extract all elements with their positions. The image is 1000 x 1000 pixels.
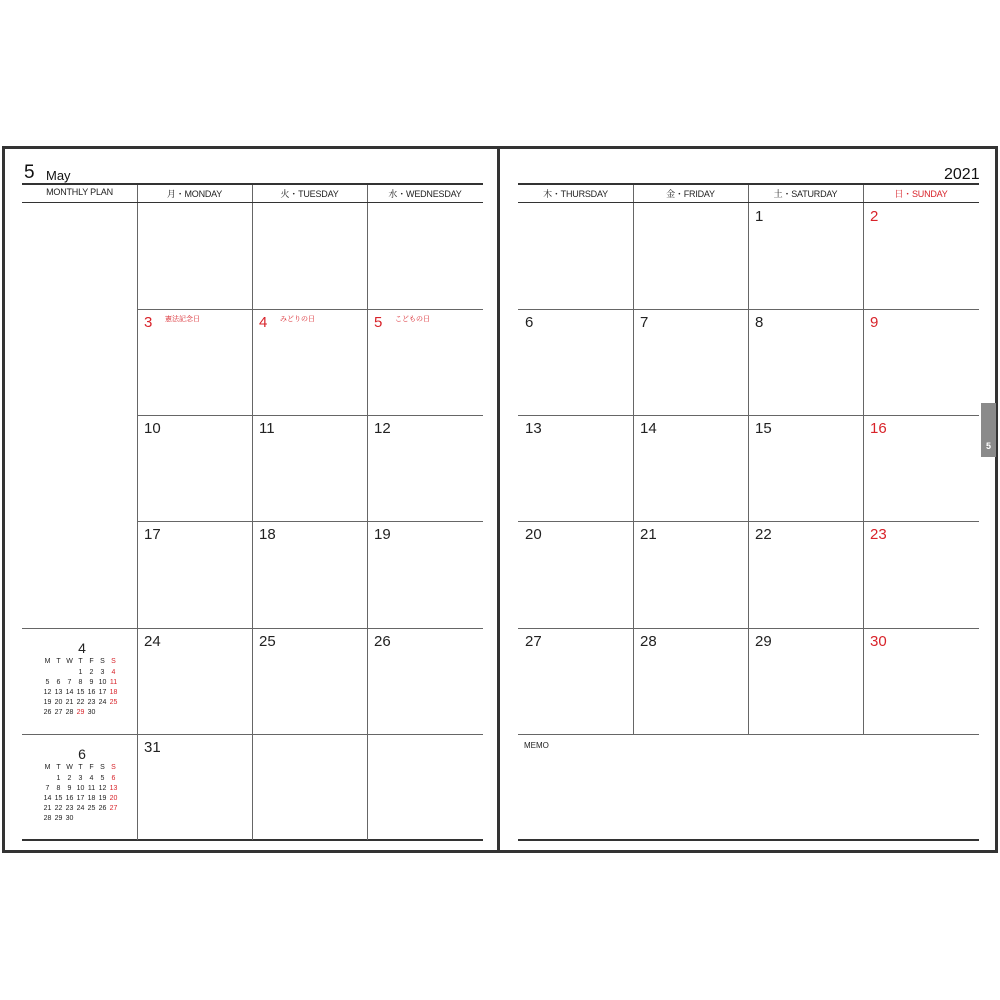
grid-hline-right-1 [518, 415, 979, 416]
grid-hline-left-day-1 [137, 415, 483, 416]
grid-vline-right-0 [633, 203, 634, 734]
mini-calendar-date: 23 [65, 805, 74, 812]
mini-calendar-date: 18 [109, 689, 118, 696]
day-number-30[interactable]: 30 [870, 633, 887, 650]
mini-calendar-date: 3 [100, 669, 105, 676]
day-number-16[interactable]: 16 [870, 420, 887, 437]
mini-calendar-date: 15 [76, 689, 85, 696]
mini-calendar-weekday: S [100, 764, 105, 771]
holiday-name-3: 憲法記念日 [165, 316, 200, 323]
mini-calendar-date: 28 [65, 709, 74, 716]
mini-calendar-weekday: S [111, 658, 116, 665]
mini-calendar-date: 19 [98, 795, 107, 802]
mini-calendar-date: 9 [89, 679, 94, 686]
column-header-right-2: 土・SATURDAY [773, 189, 838, 199]
mini-calendar-date: 24 [76, 805, 85, 812]
grid-hline-right-2 [518, 521, 979, 522]
column-header-left-2: 火・TUESDAY [280, 189, 339, 199]
day-number-22[interactable]: 22 [755, 526, 772, 543]
year-label: 2021 [944, 166, 980, 183]
mini-calendar-date: 7 [67, 679, 72, 686]
day-number-4[interactable]: 4 [259, 314, 268, 331]
day-number-19[interactable]: 19 [374, 526, 391, 543]
mini-calendar-weekday: W [66, 764, 73, 771]
mini-calendar-date: 26 [98, 805, 107, 812]
day-number-9[interactable]: 9 [870, 314, 879, 331]
mini-calendar-date: 19 [43, 699, 52, 706]
mini-calendar-date: 22 [76, 699, 85, 706]
mini-calendar-date: 18 [87, 795, 96, 802]
mini-calendar-date: 29 [54, 815, 63, 822]
mini-calendar-date: 10 [76, 785, 85, 792]
mini-calendar-date: 8 [78, 679, 83, 686]
colhead-divider-left-1 [252, 185, 253, 202]
mini-calendar-weekday: T [78, 764, 83, 771]
grid-hline-right-3 [518, 628, 979, 629]
mini-calendar-date: 30 [65, 815, 74, 822]
column-header-left-0: MONTHLY PLAN [46, 187, 113, 197]
mini-calendar-date: 6 [111, 775, 116, 782]
day-number-25[interactable]: 25 [259, 633, 276, 650]
day-number-11[interactable]: 11 [259, 420, 275, 437]
day-number-20[interactable]: 20 [525, 526, 542, 543]
mini-calendar-date: 7 [45, 785, 50, 792]
day-number-14[interactable]: 14 [640, 420, 657, 437]
mini-calendar-date: 1 [56, 775, 61, 782]
mini-calendar-date: 2 [67, 775, 72, 782]
mini-calendar-date: 11 [109, 679, 118, 686]
day-number-10[interactable]: 10 [144, 420, 161, 437]
grid-hline-left-plan-1 [22, 734, 137, 735]
grid-hline-left-day-4 [137, 734, 483, 735]
holiday-name-4: みどりの日 [280, 316, 315, 323]
mini-calendar-weekday: S [111, 764, 116, 771]
mini-calendar-date: 25 [109, 699, 118, 706]
day-number-21[interactable]: 21 [640, 526, 657, 543]
mini-calendar-date: 10 [98, 679, 107, 686]
column-header-left-1: 月・MONDAY [166, 189, 223, 199]
mini-calendar-date: 29 [76, 709, 85, 716]
mini-calendar-date: 15 [54, 795, 63, 802]
grid-hline-left-day-0 [137, 309, 483, 310]
mini-calendar-date: 11 [87, 785, 96, 792]
colhead-divider-right-0 [633, 185, 634, 202]
day-number-12[interactable]: 12 [374, 420, 391, 437]
bottom-rule-right [518, 839, 979, 841]
mini-calendar-date: 16 [65, 795, 74, 802]
day-number-1[interactable]: 1 [755, 208, 764, 225]
mini-calendar-date: 24 [98, 699, 107, 706]
grid-vline-right-2 [863, 203, 864, 734]
day-number-31[interactable]: 31 [144, 739, 161, 756]
day-number-24[interactable]: 24 [144, 633, 161, 650]
month-number: 5 [24, 162, 35, 183]
mini-calendar-weekday: F [89, 658, 94, 665]
day-number-17[interactable]: 17 [144, 526, 161, 543]
mini-calendar-date: 9 [67, 785, 72, 792]
mini-calendar-date: 14 [65, 689, 74, 696]
planner-spine [497, 146, 500, 853]
mini-calendar-date: 12 [43, 689, 52, 696]
day-number-8[interactable]: 8 [755, 314, 764, 331]
day-number-6[interactable]: 6 [525, 314, 534, 331]
day-number-5[interactable]: 5 [374, 314, 383, 331]
month-index-tab-label: 5 [985, 441, 991, 451]
column-header-left-3: 水・WEDNESDAY [388, 189, 462, 199]
day-number-26[interactable]: 26 [374, 633, 391, 650]
mini-calendar-date: 5 [45, 679, 50, 686]
mini-calendar-date: 26 [43, 709, 52, 716]
mini-calendar-weekday: T [78, 658, 83, 665]
mini-calendar-date: 3 [78, 775, 83, 782]
month-name: May [46, 168, 71, 183]
mini-calendar-date: 22 [54, 805, 63, 812]
grid-vline-right-1 [748, 203, 749, 734]
mini-calendar-date: 27 [109, 805, 118, 812]
day-number-18[interactable]: 18 [259, 526, 276, 543]
mini-calendar-date: 25 [87, 805, 96, 812]
mini-calendar-date: 14 [43, 795, 52, 802]
day-number-2[interactable]: 2 [870, 208, 879, 225]
column-header-right-1: 金・FRIDAY [666, 189, 715, 199]
mini-calendar-date: 13 [109, 785, 118, 792]
mini-calendar-date: 8 [56, 785, 61, 792]
day-number-15[interactable]: 15 [755, 420, 772, 437]
colhead-divider-right-2 [863, 185, 864, 202]
day-number-29[interactable]: 29 [755, 633, 772, 650]
mini-calendar-date: 21 [43, 805, 52, 812]
day-number-3[interactable]: 3 [144, 314, 153, 331]
mini-calendar-date: 16 [87, 689, 96, 696]
day-number-28[interactable]: 28 [640, 633, 657, 650]
grid-hline-left-day-3 [137, 628, 483, 629]
day-number-23[interactable]: 23 [870, 526, 887, 543]
mini-calendar-title-6: 6 [78, 746, 86, 762]
column-header-right-0: 木・THURSDAY [543, 189, 608, 199]
mini-calendar-weekday: F [89, 764, 94, 771]
mini-calendar-date: 17 [76, 795, 85, 802]
holiday-name-5: こどもの日 [395, 316, 430, 323]
mini-calendar-date: 4 [89, 775, 94, 782]
day-number-27[interactable]: 27 [525, 633, 542, 650]
mini-calendar-weekday: M [44, 764, 51, 771]
mini-calendar-date: 27 [54, 709, 63, 716]
mini-calendar-date: 23 [87, 699, 96, 706]
day-number-7[interactable]: 7 [640, 314, 649, 331]
mini-calendar-date: 17 [98, 689, 107, 696]
colhead-divider-right-1 [748, 185, 749, 202]
mini-calendar-weekday: S [100, 658, 105, 665]
mini-calendar-weekday: T [56, 764, 61, 771]
grid-hline-right-0 [518, 309, 979, 310]
colhead-divider-left-0 [137, 185, 138, 202]
day-number-13[interactable]: 13 [525, 420, 542, 437]
memo-label: MEMO [524, 741, 549, 750]
grid-hline-left-day-2 [137, 521, 483, 522]
colhead-divider-left-2 [367, 185, 368, 202]
grid-hline-left-plan-0 [22, 628, 137, 629]
mini-calendar-weekday: M [44, 658, 51, 665]
mini-calendar-date: 13 [54, 689, 63, 696]
mini-calendar-date: 12 [98, 785, 107, 792]
mini-calendar-date: 20 [54, 699, 63, 706]
month-index-tab[interactable] [981, 403, 996, 457]
grid-hline-right-4 [518, 734, 979, 735]
mini-calendar-date: 5 [100, 775, 105, 782]
mini-calendar-date: 20 [109, 795, 118, 802]
mini-calendar-date: 1 [78, 669, 83, 676]
mini-calendar-date: 28 [43, 815, 52, 822]
mini-calendar-title-4: 4 [78, 640, 86, 656]
mini-calendar-weekday: T [56, 658, 61, 665]
mini-calendar-date: 2 [89, 669, 94, 676]
mini-calendar-date: 21 [65, 699, 74, 706]
mini-calendar-date: 6 [56, 679, 61, 686]
mini-calendar-date: 30 [87, 709, 96, 716]
mini-calendar-weekday: W [66, 658, 73, 665]
mini-calendar-date: 4 [111, 669, 116, 676]
column-header-right-3: 日・SUNDAY [894, 189, 948, 199]
